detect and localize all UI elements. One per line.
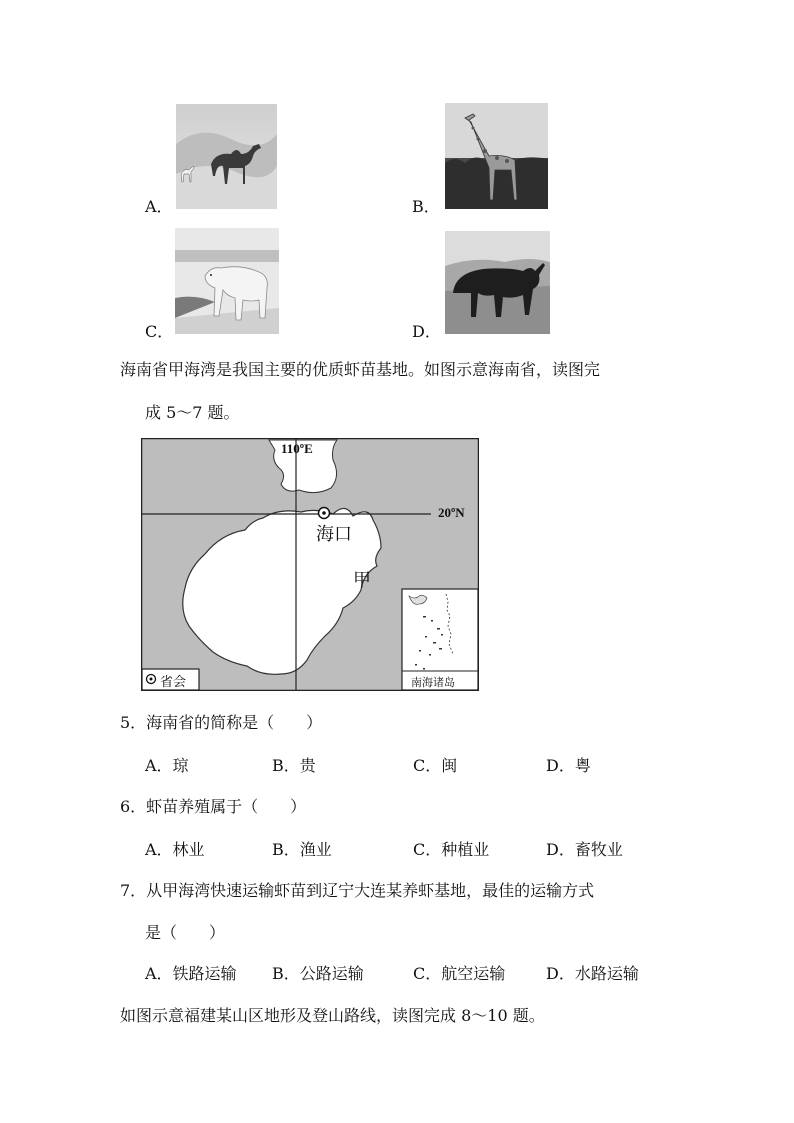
haikou-label: 海口 <box>316 524 352 545</box>
polar-bear-on-ice-photo <box>175 228 279 334</box>
latitude-label: 20ºN <box>438 505 465 520</box>
question-7-option-d: D．水路运输 <box>546 964 639 983</box>
option-c-label: C． <box>145 322 174 341</box>
question-6-stem: 6．虾苗养殖属于（ ） <box>120 797 307 816</box>
option-d-label: D． <box>412 322 441 341</box>
question-5-option-b: B．贵 <box>272 756 316 775</box>
question-7-option-c: C．航空运输 <box>413 964 506 983</box>
question-5-option-a: A．琼 <box>145 756 189 775</box>
legend-label: 省会 <box>160 675 187 690</box>
giraffe-in-savanna-photo <box>445 103 548 209</box>
option-b-label: B． <box>412 197 440 216</box>
bay-jia-label: 甲 <box>353 570 371 591</box>
question-5-option-c: C．闽 <box>413 756 458 775</box>
longitude-label: 110ºE <box>281 441 313 456</box>
camel-in-desert-photo <box>176 104 277 209</box>
inset-label: 南海诸岛 <box>411 676 455 689</box>
question-5-option-d: D．粤 <box>546 756 591 775</box>
question-6-option-c: C．种植业 <box>413 840 490 859</box>
question-7-option-b: B．公路运输 <box>272 964 364 983</box>
question-5-stem: 5．海南省的简称是（ ） <box>120 713 323 732</box>
intro-line-1: 海南省甲海湾是我国主要的优质虾苗基地。如图示意海南省，读图完 <box>120 360 601 379</box>
option-a-label: A． <box>145 197 173 216</box>
question-7-stem: 7．从甲海湾快速运输虾苗到辽宁大连某养虾基地，最佳的运输方式 <box>120 881 595 900</box>
outro-text: 如图示意福建某山区地形及登山路线，读图完成 8～10 题。 <box>120 1006 545 1025</box>
question-6-option-b: B．渔业 <box>272 840 332 859</box>
question-6-option-d: D．畜牧业 <box>546 840 623 859</box>
hainan-map <box>141 438 479 691</box>
yak-on-plateau-photo <box>445 231 550 334</box>
question-7-stem-cont: 是（ ） <box>145 923 226 942</box>
question-7-option-a: A．铁路运输 <box>145 964 237 983</box>
intro-line-2: 成 5～7 题。 <box>145 403 240 422</box>
question-6-option-a: A．林业 <box>145 840 205 859</box>
